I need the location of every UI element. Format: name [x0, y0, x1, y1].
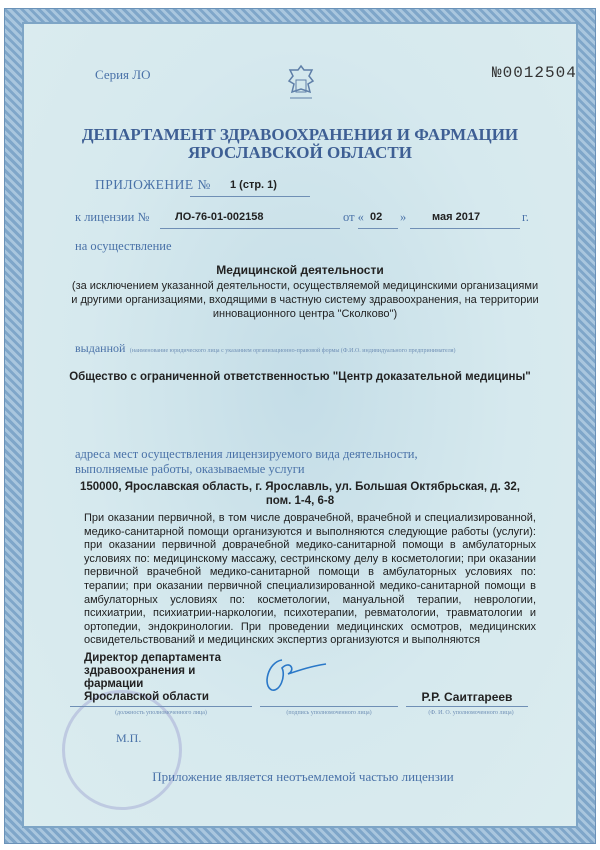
stamp-label: М.П.: [116, 730, 142, 745]
signatory-position: [70, 652, 252, 707]
emblem-icon: [282, 62, 320, 108]
signature-block: [70, 652, 536, 717]
license-number: ЛО-76-01-002158: [175, 211, 264, 223]
license-from-label: от «: [343, 210, 364, 224]
address-label: адреса мест осуществления лицензируемого вида деятельности, выполняемые работы, оказываемые услуги: [75, 447, 418, 476]
signature-mark: [260, 656, 330, 696]
address-line-1: 150000, Ярославская область, г. Ярославль, ул. Большая Октябрьская, д. 32,: [79, 481, 521, 493]
caption-position: (должность уполномоченного лица): [115, 709, 207, 716]
license-month-year: мая 2017: [432, 211, 481, 223]
lower-section: [70, 512, 536, 785]
caption-signature: (подпись уполномоченного лица): [286, 709, 372, 716]
issued-label: выданной: [75, 341, 126, 355]
address-line-2: пом. 1-4, 6-8: [265, 495, 335, 507]
issued-hint: (наименование юридического лица с указанием организационно-правовой формы (Ф.И.О. индивидуального предпринимателя): [129, 348, 456, 354]
position-line-1: Директор департамента: [84, 651, 221, 664]
license-day: 02: [370, 211, 383, 223]
activity-label: на осуществление: [75, 239, 172, 253]
caption-name: (Ф. И. О. уполномоченного лица): [428, 709, 514, 716]
license-label: к лицензии №: [75, 210, 150, 224]
license-year-suffix: г.: [522, 210, 529, 224]
document-number: №0012504: [492, 64, 577, 82]
series-label: Серия ЛО: [95, 67, 151, 82]
activity-note: (за исключением указанной деятельности, осуществляемой медицинскими организациями и другими организациями, входящими в частную систему здравоохранения, на территории инновационного центра "Сколково"): [71, 280, 539, 320]
appendix-label: ПРИЛОЖЕНИЕ №: [95, 177, 211, 192]
services-text: При оказании первичной, в том числе доврачебной, врачебной и специализированной, медико-санитарной помощи организуются и выполняются следующие работы (услуги): при оказании первичной доврачебной медико-санитарной помощи в амбулаторных условиях по: медицинскому массажу, сестринскому делу в косметологии; при оказании первичной врачебной медико-санитарной помощи в амбулаторных условиях по: терапии; при оказании первичной специализированной медико-санитарной помощи в амбулаторных условиях по: косметологии, мануальной терапии, неврологии, психиатрии, психиатрии-наркологии, психотерапии, ревматологии, травматологии и ортопедии, эндокринологии. При проведении медицинских осмотров, медицинских освидетельствований и медицинских экспертиз организуются и выполняются: [84, 512, 536, 647]
signatory-name: Р.Р. Саитгареев: [421, 689, 513, 704]
title-line-1: ДЕПАРТАМЕНТ ЗДРАВООХРАНЕНИЯ И ФАРМАЦИИ: [81, 125, 519, 144]
position-line-2: здравоохранения и фармации: [84, 664, 196, 690]
title-line-2: ЯРОСЛАВСКОЙ ОБЛАСТИ: [188, 143, 412, 162]
position-line-3: Ярославской области: [84, 690, 209, 703]
signatory-name-cell: [406, 652, 528, 707]
appendix-value: 1 (стр. 1): [230, 179, 277, 191]
issued-label-block: [75, 343, 535, 356]
organization-name: Общество с ограниченной ответственностью "Центр доказательной медицины": [69, 371, 531, 383]
signature-area: [260, 652, 398, 707]
footer-note: Приложение является неотъемлемой частью лицензии: [152, 768, 454, 784]
activity-title: Медицинской деятельности: [216, 263, 384, 277]
license-day-close: »: [400, 210, 407, 224]
